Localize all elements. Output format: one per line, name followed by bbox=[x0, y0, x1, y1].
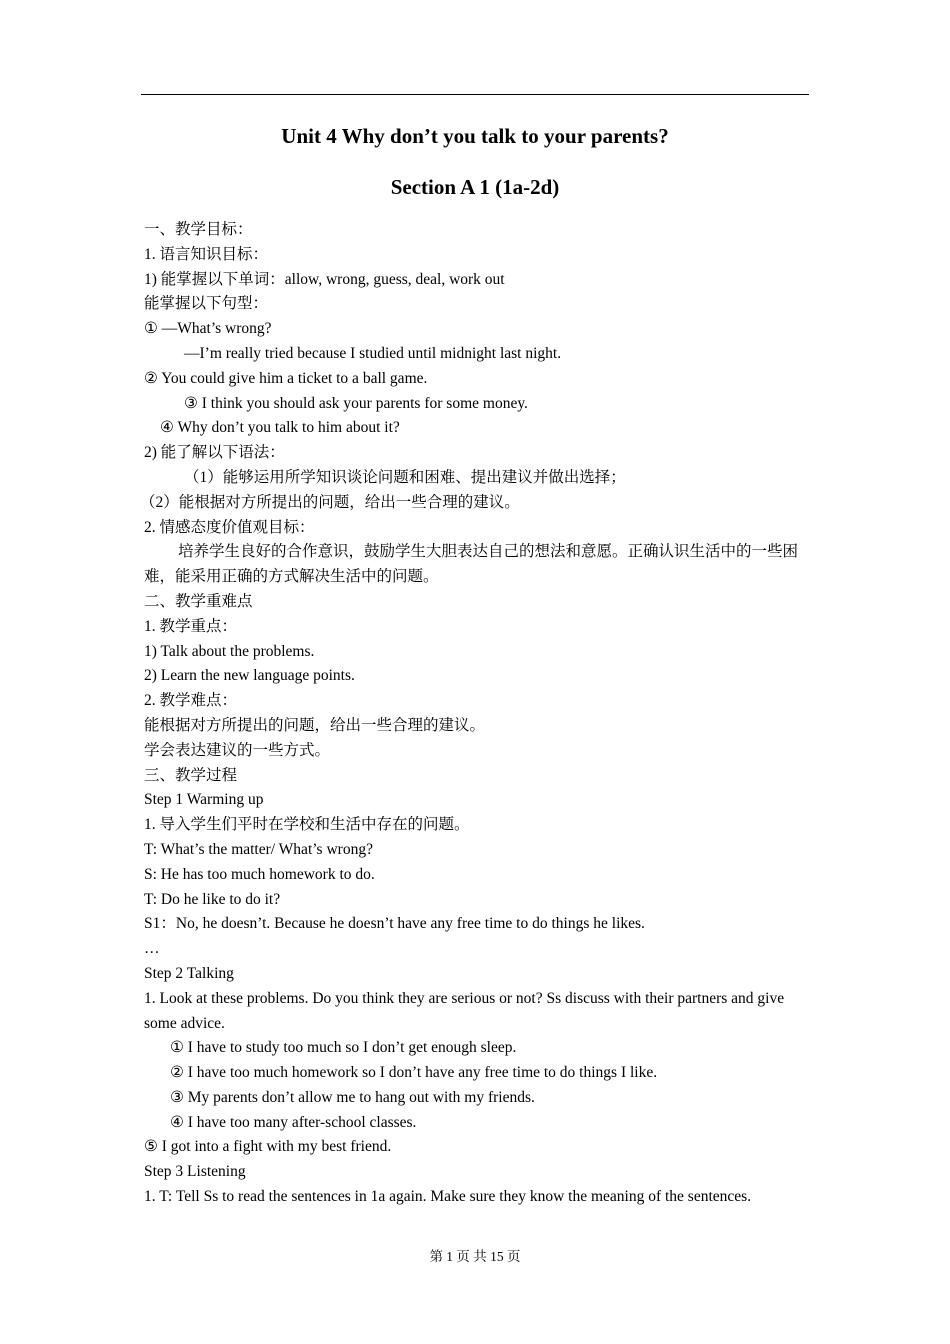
text-line: 1. 语言知识目标： bbox=[144, 245, 269, 263]
text-line: —I’m really tried because I studied until midnight last night. bbox=[184, 344, 562, 362]
text-line: 2) Learn the new language points. bbox=[144, 667, 355, 685]
text-line: ② You could give him a ticket to a ball game. bbox=[144, 369, 428, 387]
text-line: ④ Why don’t you talk to him about it? bbox=[160, 419, 400, 437]
text-line: S: He has too much homework to do. bbox=[144, 865, 375, 883]
text-line: Step 3 Listening bbox=[144, 1163, 246, 1181]
text-line: 能根据对方所提出的问题，给出一些合理的建议。 bbox=[144, 716, 486, 734]
text-line: 2. 教学难点： bbox=[144, 692, 238, 710]
text-line: 培养学生良好的合作意识，鼓励学生大胆表达自己的想法和意愿。正确认识生活中的一些困难，能采用正确的方式解决生活中的问题。 bbox=[144, 543, 799, 586]
text-line: ⑤ I got into a fight with my best friend. bbox=[144, 1138, 392, 1156]
text-line: ① I have to study too much so I don’t get enough sleep. bbox=[170, 1039, 517, 1057]
text-line: ④ I have too many after-school classes. bbox=[170, 1113, 417, 1131]
text-line: 2) 能了解以下语法： bbox=[144, 444, 285, 462]
text-line: 1) Talk about the problems. bbox=[144, 642, 315, 660]
text-line: Step 2 Talking bbox=[144, 964, 234, 982]
text-line: 1. Look at these problems. Do you think they are serious or not? Ss discuss with their partners and give some advice. bbox=[144, 989, 785, 1032]
text-line: （1）能够运用所学知识谈论问题和困难、提出建议并做出选择； bbox=[184, 468, 626, 486]
text-line: T: What’s the matter/ What’s wrong? bbox=[144, 840, 373, 858]
section-title: Section A 1 (1a-2d) bbox=[390, 175, 560, 199]
page-footer: 第 1 页 共 15 页 bbox=[429, 1249, 521, 1264]
text-line: 1. T: Tell Ss to read the sentences in 1a again. Make sure they know the meaning of the sentences. bbox=[144, 1188, 752, 1206]
text-line: 1. 导入学生们平时在学校和生活中存在的问题。 bbox=[144, 816, 470, 834]
text-line: 三、教学过程 bbox=[144, 766, 238, 784]
text-line: ③ I think you should ask your parents for some money. bbox=[184, 394, 528, 412]
text-line: 能掌握以下句型： bbox=[144, 295, 269, 313]
text-line: 1) 能掌握以下单词：allow, wrong, guess, deal, work out bbox=[144, 270, 505, 288]
text-line: ② I have too much homework so I don’t have any free time to do things I like. bbox=[170, 1064, 658, 1082]
text-line: 一、教学目标： bbox=[144, 221, 253, 238]
header-rule bbox=[141, 94, 809, 95]
text-line: ③ My parents don’t allow me to hang out with my friends. bbox=[170, 1088, 535, 1106]
text-line: 学会表达建议的一些方式。 bbox=[144, 741, 331, 759]
text-line: T: Do he like to do it? bbox=[144, 890, 281, 908]
text-line: Step 1 Warming up bbox=[144, 791, 264, 809]
text-line: S1：No, he doesn’t. Because he doesn’t have any free time to do things he likes. bbox=[144, 915, 645, 933]
text-line: （2）能根据对方所提出的问题，给出一些合理的建议。 bbox=[140, 493, 520, 511]
text-line: 二、教学重难点 bbox=[144, 592, 253, 610]
page-title: Unit 4 Why don’t you talk to your parents? bbox=[281, 124, 669, 148]
text-line: 1. 教学重点： bbox=[144, 617, 238, 635]
text-line: … bbox=[144, 940, 160, 958]
document-body bbox=[140, 218, 812, 1210]
text-line: 2. 情感态度价值观目标： bbox=[144, 518, 315, 536]
text-line: ① —What’s wrong? bbox=[144, 320, 272, 338]
